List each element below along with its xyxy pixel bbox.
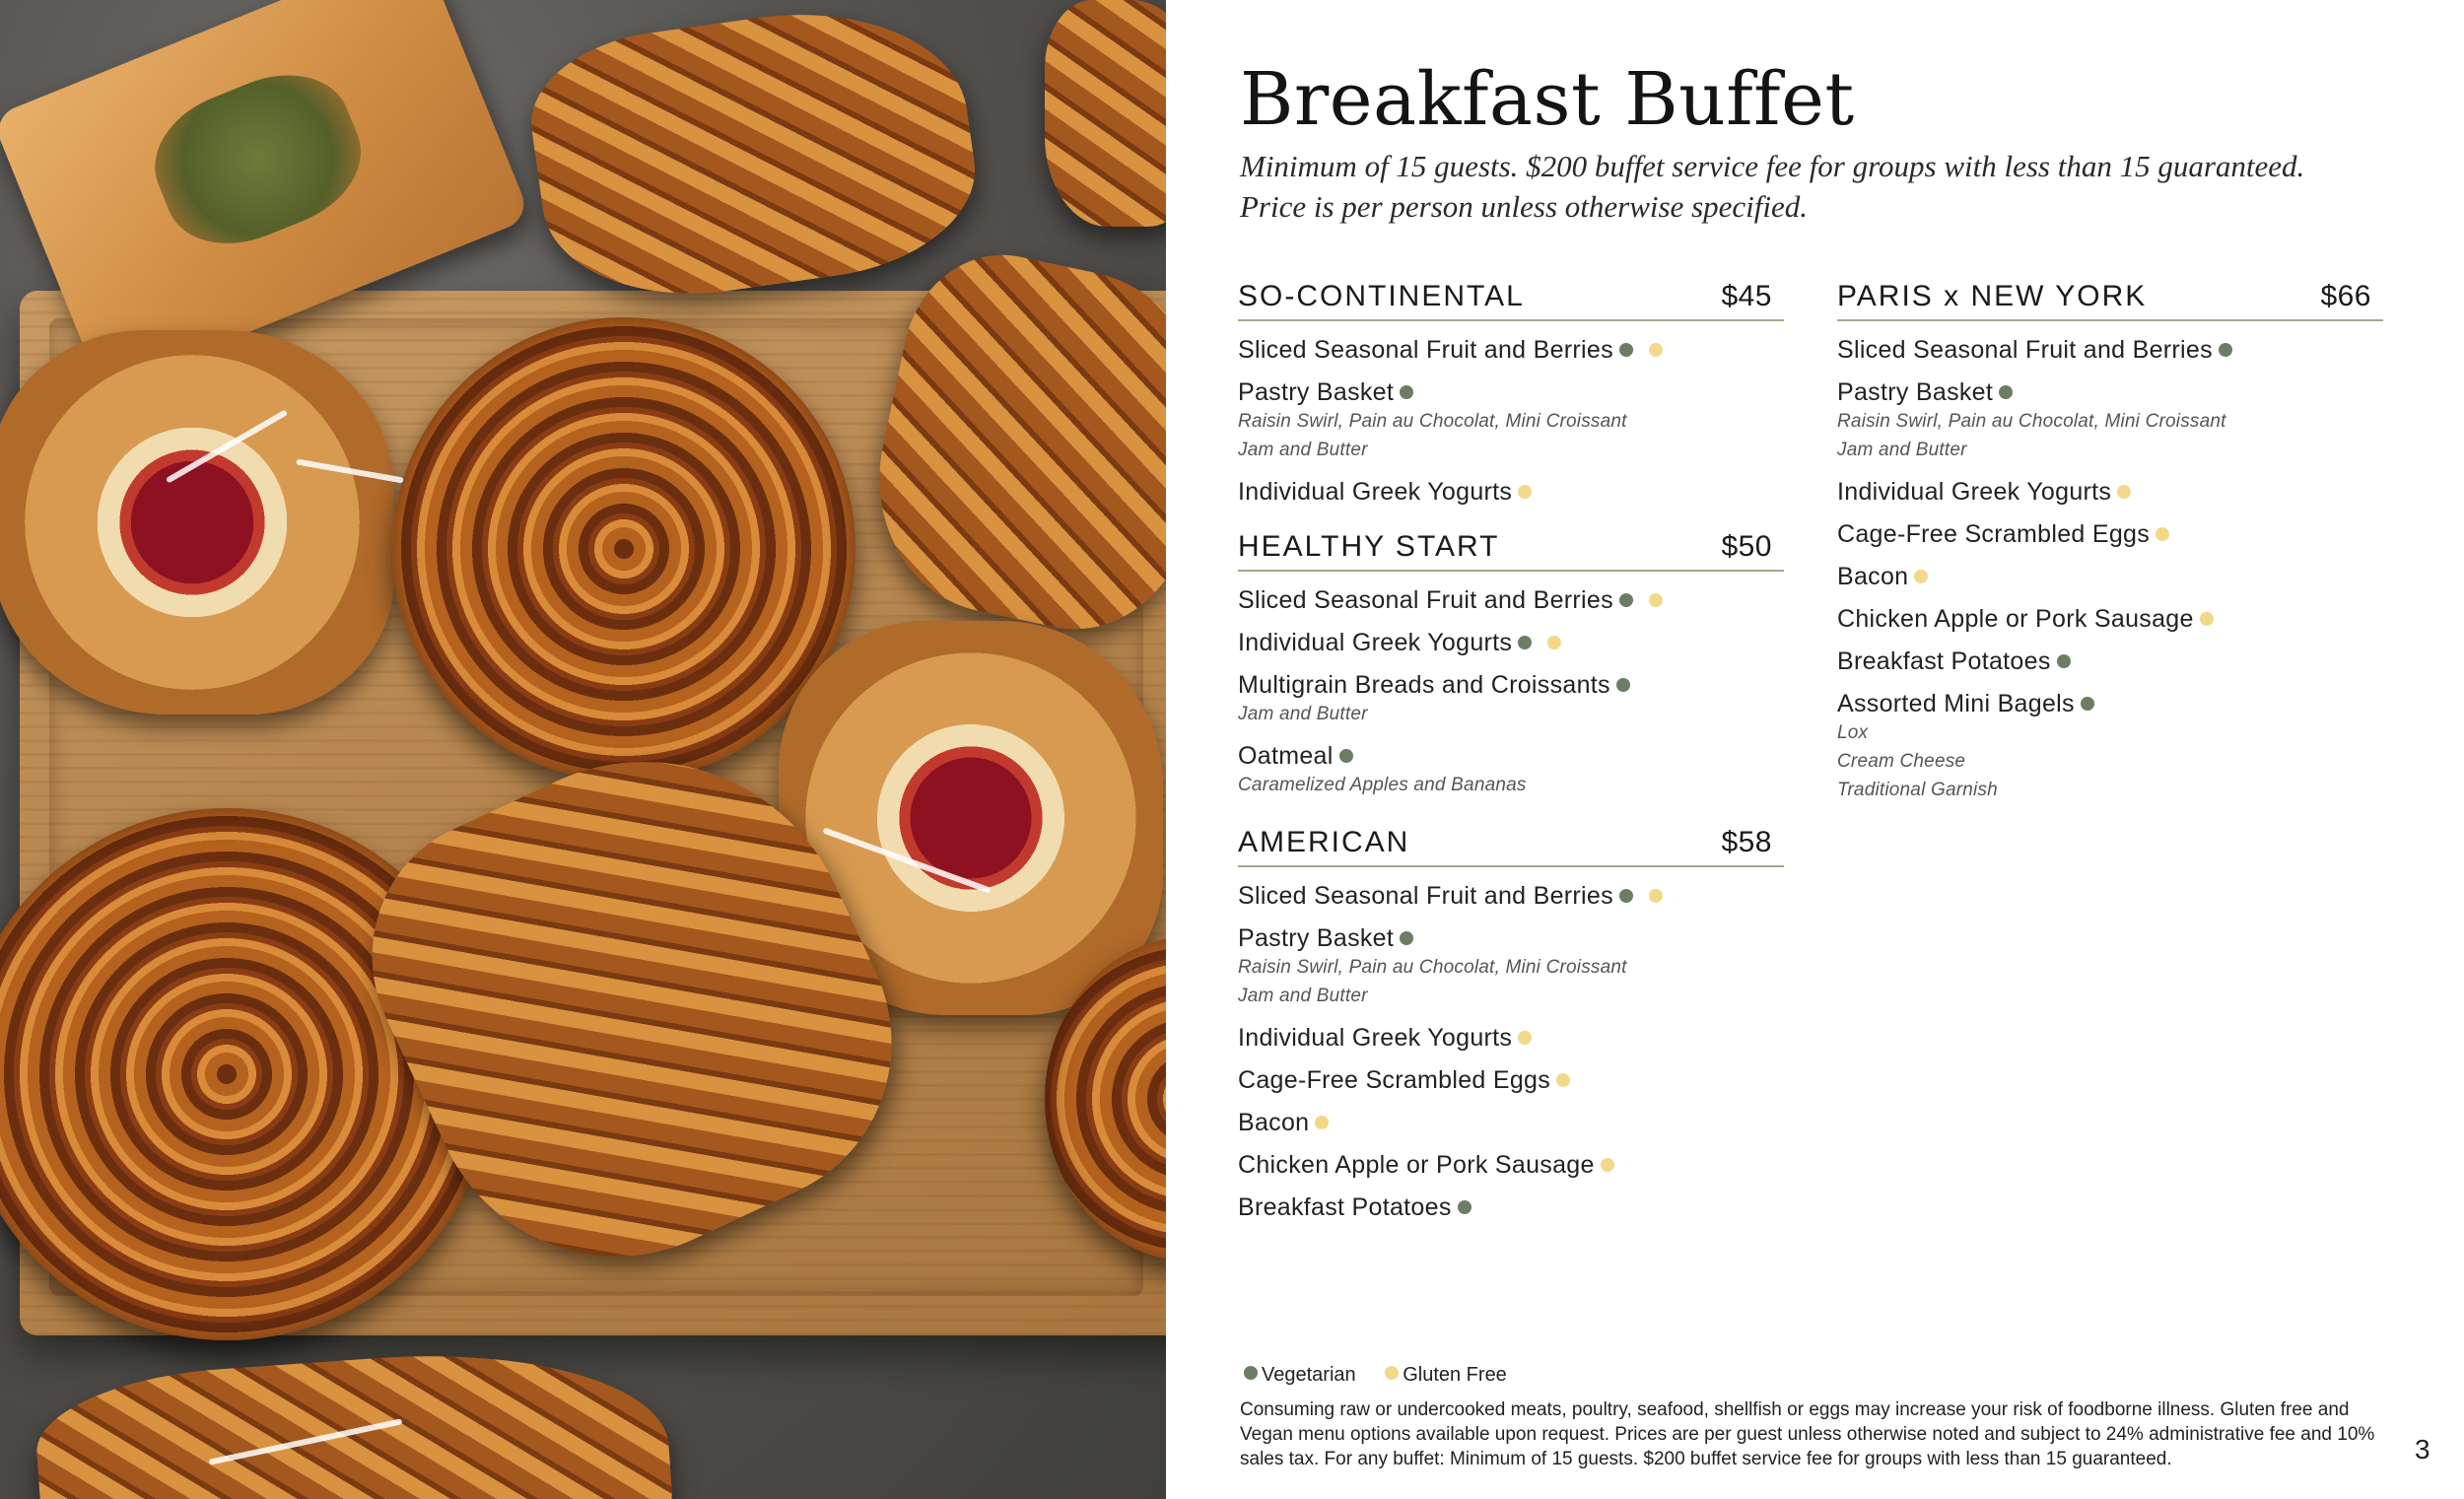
menu-item-name: Breakfast Potatoes bbox=[1837, 647, 2051, 675]
menu-item-detail: Jam and Butter bbox=[1238, 440, 1368, 460]
gluten-free-dot-icon bbox=[1649, 343, 1663, 357]
vegetarian-dot-icon bbox=[2081, 697, 2094, 711]
legend-vegetarian: Vegetarian bbox=[1262, 1364, 1356, 1386]
menu-item-list bbox=[1837, 335, 2383, 804]
menu-item bbox=[1238, 1108, 1784, 1137]
menu-item bbox=[1837, 377, 2383, 464]
subtitle-line: Price is per person unless otherwise specified. bbox=[1240, 189, 1808, 224]
gluten-free-dot-icon bbox=[1556, 1073, 1570, 1087]
menu-item-name: Cage-Free Scrambled Eggs bbox=[1238, 1066, 1551, 1094]
menu-item-detail: Raisin Swirl, Pain au Chocolat, Mini Croissant bbox=[1238, 411, 1627, 432]
section-header bbox=[1238, 826, 1784, 867]
menu-item bbox=[1837, 519, 2383, 549]
menu-item-detail: Lox bbox=[1837, 722, 1869, 743]
menu-item-name: Cage-Free Scrambled Eggs bbox=[1837, 520, 2151, 548]
disclaimer: Consuming raw or undercooked meats, poultry, seafood, shellfish or eggs may increase your risk of foodborne illness. Gluten free and Vegan menu options available upon request. Prices are per guest unless otherwise noted and subject to 24% administrative fee and 10% sales tax. For any buffet: Minimum of 15 guests. $200 buffet service fee for groups with less than 15 guaranteed. bbox=[1240, 1399, 2375, 1469]
vegetarian-dot-icon bbox=[1619, 343, 1633, 357]
vegetarian-dot-icon bbox=[1619, 889, 1633, 903]
menu-item-detail: Raisin Swirl, Pain au Chocolat, Mini Croissant bbox=[1238, 957, 1627, 978]
menu-item-list bbox=[1238, 335, 1784, 507]
menu-item-list bbox=[1238, 585, 1784, 799]
vegetarian-dot-icon bbox=[1400, 931, 1413, 945]
vegetarian-dot-icon bbox=[2057, 654, 2071, 668]
iced-pastry bbox=[32, 1338, 677, 1499]
vegetarian-dot-icon bbox=[1999, 385, 2013, 399]
gluten-free-dot-icon bbox=[2156, 527, 2169, 541]
cinnamon-roll bbox=[392, 317, 856, 781]
menu-item bbox=[1837, 477, 2383, 507]
gluten-free-dot-icon bbox=[2200, 612, 2214, 626]
gluten-free-dot-icon bbox=[2117, 485, 2131, 499]
gluten-free-dot-icon bbox=[1547, 636, 1561, 649]
section-name: SO-CONTINENTAL bbox=[1238, 280, 1525, 312]
menu-item-detail: Jam and Butter bbox=[1837, 440, 1967, 460]
section-price: $50 bbox=[1721, 530, 1772, 563]
menu-item-name: Sliced Seasonal Fruit and Berries bbox=[1238, 336, 1613, 364]
menu-item-detail: Raisin Swirl, Pain au Chocolat, Mini Croissant bbox=[1837, 411, 2226, 432]
menu-item-name: Sliced Seasonal Fruit and Berries bbox=[1837, 336, 2213, 364]
section-price: $66 bbox=[2320, 280, 2371, 312]
subtitle-line: Minimum of 15 guests. $200 buffet service fee for groups with less than 15 guaranteed. bbox=[1240, 149, 2305, 183]
menu-item-name: Chicken Apple or Pork Sausage bbox=[1238, 1151, 1595, 1179]
menu-item bbox=[1837, 647, 2383, 676]
menu-item-detail: Traditional Garnish bbox=[1837, 780, 1998, 800]
gluten-free-dot-icon bbox=[1649, 889, 1663, 903]
pecan-twist-pastry bbox=[1045, 0, 1166, 227]
menu-item-name: Individual Greek Yogurts bbox=[1837, 478, 2112, 506]
menu-item-list bbox=[1238, 881, 1784, 1222]
menu-item-detail: Caramelized Apples and Bananas bbox=[1238, 775, 1527, 795]
menu-item bbox=[1238, 1192, 1784, 1222]
vegetarian-dot-icon bbox=[1458, 1200, 1472, 1214]
menu-item-name: Chicken Apple or Pork Sausage bbox=[1837, 605, 2194, 633]
vegetarian-dot-icon bbox=[1518, 636, 1532, 649]
menu-item-detail: Cream Cheese bbox=[1837, 751, 1966, 772]
menu-item-name: Oatmeal bbox=[1238, 742, 1334, 770]
dietary-legend bbox=[1244, 1364, 1507, 1387]
menu-item bbox=[1238, 923, 1784, 1010]
section-header bbox=[1238, 280, 1784, 321]
gluten-free-dot-icon bbox=[1385, 1366, 1399, 1380]
section-healthy-start bbox=[1238, 530, 1784, 812]
menu-item-name: Pastry Basket bbox=[1837, 378, 1994, 406]
menu-item bbox=[1837, 335, 2383, 365]
menu-item bbox=[1238, 1150, 1784, 1180]
raspberry-danish bbox=[0, 330, 394, 715]
menu-item-name: Individual Greek Yogurts bbox=[1238, 478, 1513, 506]
section-american bbox=[1238, 826, 1784, 1235]
section-price: $58 bbox=[1721, 826, 1772, 858]
menu-item-name: Multigrain Breads and Croissants bbox=[1238, 671, 1610, 699]
section-paris-x-new-york bbox=[1837, 280, 2383, 817]
vegetarian-dot-icon bbox=[1400, 385, 1413, 399]
menu-item-detail: Jam and Butter bbox=[1238, 704, 1368, 724]
vegetarian-dot-icon bbox=[1616, 678, 1630, 692]
menu-item-name: Pastry Basket bbox=[1238, 378, 1395, 406]
pecan-twist-pastry bbox=[520, 0, 987, 314]
page-title: Breakfast Buffet bbox=[1240, 57, 1855, 142]
legend-gluten-free: Gluten Free bbox=[1403, 1364, 1507, 1386]
menu-item-detail: Jam and Butter bbox=[1238, 986, 1368, 1006]
menu-item bbox=[1238, 741, 1784, 799]
menu-item bbox=[1837, 562, 2383, 591]
menu-item bbox=[1238, 670, 1784, 728]
vegetarian-dot-icon bbox=[1339, 749, 1353, 763]
section-header bbox=[1837, 280, 2383, 321]
menu-item-name: Bacon bbox=[1238, 1109, 1310, 1136]
menu-item-name: Bacon bbox=[1837, 563, 1909, 590]
section-price: $45 bbox=[1721, 280, 1772, 312]
page-subtitle bbox=[1240, 146, 2423, 227]
menu-item-name: Sliced Seasonal Fruit and Berries bbox=[1238, 586, 1613, 614]
menu-item bbox=[1238, 881, 1784, 911]
menu-item-name: Assorted Mini Bagels bbox=[1837, 690, 2075, 717]
gluten-free-dot-icon bbox=[1315, 1116, 1329, 1129]
gluten-free-dot-icon bbox=[1601, 1158, 1614, 1172]
section-header bbox=[1238, 530, 1784, 572]
menu-item-name: Individual Greek Yogurts bbox=[1238, 1024, 1513, 1052]
menu-item bbox=[1238, 477, 1784, 507]
page-number: 3 bbox=[2415, 1434, 2430, 1465]
section-so-continental bbox=[1238, 280, 1784, 519]
menu-item bbox=[1238, 585, 1784, 615]
gluten-free-dot-icon bbox=[1914, 570, 1928, 583]
gluten-free-dot-icon bbox=[1649, 593, 1663, 607]
vegetarian-dot-icon bbox=[1244, 1366, 1258, 1380]
menu-item bbox=[1238, 628, 1784, 657]
menu-item bbox=[1238, 1065, 1784, 1095]
section-name: AMERICAN bbox=[1238, 826, 1410, 858]
menu-item bbox=[1837, 689, 2383, 804]
gluten-free-dot-icon bbox=[1518, 485, 1532, 499]
section-name: PARIS x NEW YORK bbox=[1837, 280, 2148, 312]
menu-item bbox=[1238, 335, 1784, 365]
vegetarian-dot-icon bbox=[2219, 343, 2232, 357]
menu-item-name: Pastry Basket bbox=[1238, 924, 1395, 952]
menu-item-name: Sliced Seasonal Fruit and Berries bbox=[1238, 882, 1613, 910]
section-name: HEALTHY START bbox=[1238, 530, 1500, 563]
menu-item bbox=[1238, 377, 1784, 464]
pastry-photo bbox=[0, 0, 1166, 1499]
vegetarian-dot-icon bbox=[1619, 593, 1633, 607]
gluten-free-dot-icon bbox=[1518, 1031, 1532, 1045]
menu-item bbox=[1837, 604, 2383, 634]
menu-item-name: Individual Greek Yogurts bbox=[1238, 629, 1513, 656]
menu-item bbox=[1238, 1023, 1784, 1053]
menu-item-name: Breakfast Potatoes bbox=[1238, 1193, 1452, 1221]
